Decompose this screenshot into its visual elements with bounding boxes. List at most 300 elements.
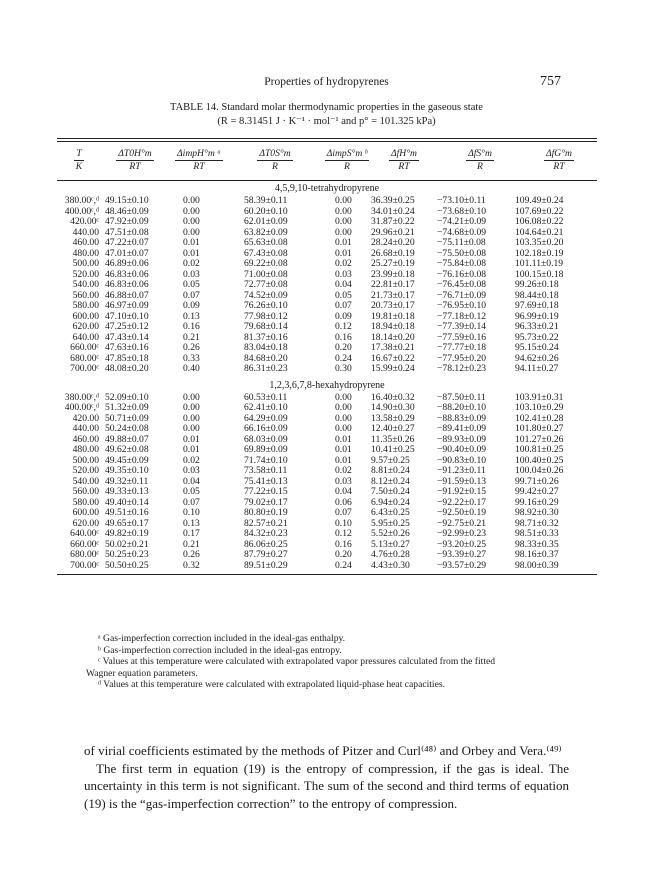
table-cell: 47.51±0.08 — [105, 226, 149, 238]
table-cell: 0.17 — [183, 528, 200, 539]
table-cell: 0.24 — [335, 559, 352, 571]
table-cell: 0.01 — [183, 444, 200, 455]
table-cell: −93.39±0.27 — [437, 549, 487, 560]
table-cell: 23.99±0.18 — [371, 268, 415, 280]
table-cell: 0.21 — [183, 538, 200, 550]
table-cell: 0.01 — [335, 247, 352, 259]
table-cell: 50.25±0.23 — [105, 549, 149, 560]
table-cell: 96.99±0.19 — [515, 310, 559, 322]
table-cell: 0.24 — [335, 352, 352, 364]
table-cell: 6.94±0.24 — [371, 496, 410, 508]
table-cell: −91.92±0.15 — [437, 486, 487, 497]
table-cell: 700.00ᶜ — [70, 559, 99, 571]
table-cell: 540.00 — [72, 475, 99, 487]
table-row — [57, 487, 597, 498]
table-cell: 65.63±0.08 — [244, 237, 288, 248]
table-cell: 11.35±0.26 — [371, 433, 415, 445]
table-cell: 440.00 — [72, 226, 99, 238]
table-cell: 68.03±0.09 — [244, 433, 288, 445]
table-cell: 98.16±0.37 — [515, 549, 559, 560]
table-cell: 103.35±0.20 — [515, 237, 564, 248]
table-cell: 106.08±0.22 — [515, 216, 564, 227]
table-cell: 100.15±0.18 — [515, 268, 564, 280]
table-cell: 0.26 — [183, 342, 200, 353]
table-cell: 0.03 — [183, 268, 200, 280]
table-cell: 25.27±0.19 — [371, 258, 415, 269]
table-cell: −92.99±0.23 — [437, 528, 487, 539]
table-cell: 84.32±0.23 — [244, 528, 288, 539]
table-cell: 560.00 — [72, 289, 99, 301]
table-cell: −89.93±0.09 — [437, 433, 487, 445]
table-cell: 0.04 — [335, 486, 352, 497]
table-cell: 48.46±0.09 — [105, 205, 149, 217]
col-header-t: $\frac{T}{K}$ — [75, 148, 83, 172]
table-cell: 100.04±0.26 — [515, 465, 564, 476]
table-cell: 0.10 — [335, 517, 352, 529]
table-cell: 0.00 — [183, 391, 200, 403]
table-body — [57, 181, 597, 571]
col-header-formation-gibbs: $\frac{\text{ΔfG°m}}{RT}$ — [546, 148, 572, 172]
table-cell: −77.95±0.20 — [437, 352, 487, 364]
table-cell: 101.80±0.27 — [515, 423, 564, 434]
table-cell: 18.14±0.20 — [371, 331, 415, 343]
table-cell: −90.83±0.10 — [437, 454, 487, 466]
table-cell: 480.00 — [72, 444, 99, 455]
table-cell: 49.35±0.10 — [105, 465, 149, 476]
table-cell: 87.79±0.27 — [244, 549, 288, 560]
table-cell: −76.95±0.10 — [437, 300, 487, 311]
table-cell: 100.40±0.25 — [515, 454, 564, 466]
col-header-enthalpy: $\frac{\Delta T0H^\circ m}{RT}$ — [118, 148, 152, 172]
table-cell: 81.37±0.16 — [244, 331, 288, 343]
table-cell: 0.07 — [335, 300, 352, 311]
table-cell: 47.25±0.12 — [105, 321, 149, 332]
table-cell: −78.12±0.23 — [437, 363, 487, 374]
table-cell: −77.39±0.14 — [437, 321, 487, 332]
table-cell: −76.71±0.09 — [437, 289, 487, 301]
table-cell: 98.33±0.35 — [515, 538, 559, 550]
table-cell: 0.30 — [335, 363, 352, 374]
table-cell: 0.01 — [183, 433, 200, 445]
table-cell: 49.51±0.16 — [105, 507, 149, 518]
table-cell: 49.65±0.17 — [105, 517, 149, 529]
table-cell: 0.01 — [335, 433, 352, 445]
table-cell: −73.10±0.11 — [437, 195, 486, 206]
table-cell: 98.00±0.39 — [515, 559, 559, 571]
table-row — [57, 466, 597, 477]
table-cell: 0.01 — [183, 247, 200, 259]
table-cell: 49.32±0.11 — [105, 475, 149, 487]
table-cell: 16.67±0.22 — [371, 352, 415, 364]
footnote-d: ᵈ Values at this temperature were calculated with extrapolated liquid-phase heat capacities. — [98, 679, 445, 690]
table-cell: 98.44±0.18 — [515, 289, 559, 301]
table-cell: 69.22±0.08 — [244, 258, 288, 269]
table-cell: 0.13 — [183, 517, 200, 529]
table-cell: −87.50±0.11 — [437, 391, 486, 403]
table-cell: 0.09 — [183, 300, 200, 311]
table-cell: 0.02 — [335, 258, 352, 269]
table-cell: 47.63±0.16 — [105, 342, 149, 353]
table-cell: 86.06±0.25 — [244, 538, 288, 550]
table-cell: 0.02 — [183, 454, 200, 466]
table-cell: 640.00 — [72, 331, 99, 343]
table-cell: 47.43±0.14 — [105, 331, 149, 343]
table-cell: 680.00ᶜ — [70, 549, 99, 560]
table-cell: 79.68±0.14 — [244, 321, 288, 332]
col-header-entropy: $\frac{\Delta T0S^\circ m}{R}$ — [259, 148, 291, 172]
table-row — [57, 217, 597, 228]
body-paragraph-1: of virial coefficients estimated by the methods of Pitzer and Curl⁽⁴⁸⁾ and Orbey and Vera.⁽⁴⁹⁾ — [84, 743, 562, 758]
table-cell: 4.76±0.28 — [371, 549, 410, 560]
table-cell: 500.00 — [72, 258, 99, 269]
table-cell: 580.00 — [72, 496, 99, 508]
table-cell: −77.77±0.18 — [437, 342, 487, 353]
table-cell: 660.00ᶜ — [70, 342, 99, 353]
table-bottom-rule — [57, 574, 597, 575]
table-cell: 62.01±0.09 — [244, 216, 288, 227]
table-cell: 34.01±0.24 — [371, 205, 415, 217]
table-cell: −74.68±0.09 — [437, 226, 487, 238]
table-cell: 104.64±0.21 — [515, 226, 564, 238]
table-cell: 47.01±0.07 — [105, 247, 149, 259]
table-cell: 680.00ᶜ — [70, 352, 99, 364]
running-title: Properties of hydropyrenes — [264, 76, 389, 88]
table-cell: 520.00 — [72, 268, 99, 280]
table-cell: 0.01 — [183, 237, 200, 248]
table-cell: 60.53±0.11 — [244, 391, 288, 403]
table-cell: 0.00 — [183, 402, 200, 413]
table-cell: 0.03 — [183, 465, 200, 476]
table-cell: −92.50±0.19 — [437, 507, 487, 518]
table-cell: 10.41±0.25 — [371, 444, 415, 455]
table-cell: 0.00 — [335, 205, 352, 217]
table-cell: 0.20 — [335, 549, 352, 560]
table-cell: 36.39±0.25 — [371, 195, 415, 206]
table-cell: 97.69±0.18 — [515, 300, 559, 311]
table-cell: 49.62±0.08 — [105, 444, 149, 455]
table-cell: 0.05 — [183, 486, 200, 497]
table-cell: 109.49±0.24 — [515, 195, 564, 206]
table-cell: 420.00ᶜ — [70, 216, 99, 227]
table-cell: 12.40±0.27 — [371, 423, 415, 434]
table-cell: 50.71±0.09 — [105, 412, 149, 424]
table-cell: −90.40±0.09 — [437, 444, 487, 455]
table-cell: 0.00 — [183, 205, 200, 217]
table-cell: 0.16 — [335, 331, 352, 343]
table-cell: 83.04±0.18 — [244, 342, 288, 353]
table-cell: 640.00ᶜ — [70, 528, 99, 539]
table-cell: 103.91±0.31 — [515, 391, 564, 403]
table-cell: 47.92±0.09 — [105, 216, 149, 227]
table-row — [57, 403, 597, 414]
table-cell: 460.00 — [72, 237, 99, 248]
table-row — [57, 424, 597, 435]
table-cell: 46.89±0.06 — [105, 258, 149, 269]
body-paragraph-2: The first term in equation (19) is the entropy of compression, if the gas is ideal. The uncertainty in this term is not significant. The sum of the second and third terms of equation (19) is the “gas-imperfection correction” to the entropy of compression. — [84, 760, 569, 811]
table-cell: 47.85±0.18 — [105, 352, 149, 364]
table-cell: 0.12 — [335, 321, 352, 332]
table-row — [57, 280, 597, 291]
table-cell: 66.16±0.09 — [244, 423, 288, 434]
table-row — [57, 561, 597, 572]
table-cell: 51.32±0.09 — [105, 402, 149, 413]
table-cell: −75.50±0.08 — [437, 247, 487, 259]
table-cell: 46.97±0.09 — [105, 300, 149, 311]
table-row — [57, 259, 597, 270]
table-cell: 5.95±0.25 — [371, 517, 410, 529]
table-cell: 0.00 — [335, 412, 352, 424]
table-cell: 79.02±0.17 — [244, 496, 288, 508]
table-cell: 0.00 — [335, 402, 352, 413]
table-cell: 62.41±0.10 — [244, 402, 288, 413]
col-header-formation-entropy: $\frac{\text{ΔfS°m}}{R}$ — [468, 148, 492, 172]
body-text — [84, 742, 569, 812]
table-cell: 0.05 — [183, 279, 200, 290]
table-cell: 0.33 — [183, 352, 200, 364]
table-cell: 500.00 — [72, 454, 99, 466]
table-cell: 96.33±0.21 — [515, 321, 559, 332]
table-cell: 0.03 — [335, 268, 352, 280]
table-cell: 400.00ᶜ,ᵈ — [64, 402, 99, 413]
table-row — [57, 445, 597, 456]
table-header — [57, 142, 597, 180]
table-cell: 86.31±0.23 — [244, 363, 288, 374]
table-cell: −76.16±0.08 — [437, 268, 487, 280]
caption-line-1: TABLE 14. Standard molar thermodynamic properties in the gaseous state — [170, 102, 483, 113]
table-cell: 560.00 — [72, 486, 99, 497]
caption-line-2: (R = 8.31451 J · K⁻¹ · mol⁻¹ and p° = 101.325 kPa) — [217, 116, 436, 127]
table-cell: 7.50±0.24 — [371, 486, 410, 497]
table-cell: 74.52±0.09 — [244, 289, 288, 301]
table-cell: 73.58±0.11 — [244, 465, 288, 476]
table-cell: 0.01 — [335, 444, 352, 455]
table-cell: 14.90±0.30 — [371, 402, 415, 413]
table-cell: 94.62±0.26 — [515, 352, 559, 364]
table-cell: 77.22±0.15 — [244, 486, 288, 497]
table-cell: 82.57±0.21 — [244, 517, 288, 529]
table-cell: −77.59±0.16 — [437, 331, 487, 343]
table-row — [57, 322, 597, 333]
page-number: 757 — [540, 74, 561, 89]
table-cell: 540.00 — [72, 279, 99, 290]
table-cell: 19.81±0.18 — [371, 310, 415, 322]
table-cell: −89.41±0.09 — [437, 423, 487, 434]
table-cell: 46.83±0.06 — [105, 279, 149, 290]
table-cell: 20.73±0.17 — [371, 300, 415, 311]
table-cell: 5.13±0.27 — [371, 538, 410, 550]
table-cell: 29.96±0.21 — [371, 226, 415, 238]
table-cell: 102.41±0.28 — [515, 412, 564, 424]
table-cell: 520.00 — [72, 465, 99, 476]
table-cell: −73.68±0.10 — [437, 205, 487, 217]
table-cell: 480.00 — [72, 247, 99, 259]
table-cell: 600.00 — [72, 507, 99, 518]
table-cell: 98.71±0.32 — [515, 517, 559, 529]
table-cell: 0.05 — [335, 289, 352, 301]
table-cell: 0.03 — [335, 475, 352, 487]
table-cell: 75.41±0.13 — [244, 475, 288, 487]
table-cell: 48.08±0.20 — [105, 363, 149, 374]
table-row — [57, 238, 597, 249]
table-cell: 50.24±0.08 — [105, 423, 149, 434]
table-cell: 460.00 — [72, 433, 99, 445]
table-cell: 99.42±0.27 — [515, 486, 559, 497]
table-cell: 0.12 — [335, 528, 352, 539]
table-row — [57, 508, 597, 519]
table-cell: 49.40±0.14 — [105, 496, 149, 508]
table-cell: 620.00 — [72, 321, 99, 332]
col-header-formation-enthalpy: $\frac{\text{ΔfH°m}}{RT}$ — [391, 148, 417, 172]
table-cell: 28.24±0.20 — [371, 237, 415, 248]
table-cell: 50.02±0.21 — [105, 538, 149, 550]
footnote-c: ᶜ Values at this temperature were calculated with extrapolated vapor pressures calculated from the fitted — [98, 656, 496, 667]
table-cell: 58.39±0.11 — [244, 195, 288, 206]
table-caption — [0, 101, 653, 129]
table-cell: −88.83±0.09 — [437, 412, 487, 424]
table-cell: 22.81±0.17 — [371, 279, 415, 290]
table-cell: 49.88±0.07 — [105, 433, 149, 445]
table-cell: 15.99±0.24 — [371, 363, 415, 374]
table-cell: 49.33±0.13 — [105, 486, 149, 497]
data-table — [57, 138, 597, 575]
table-cell: 0.07 — [183, 289, 200, 301]
footnote-c-continued: Wagner equation parameters. — [86, 667, 198, 679]
table-cell: 0.09 — [335, 310, 352, 322]
footnotes — [86, 633, 568, 691]
table-cell: 71.00±0.08 — [244, 268, 288, 280]
table-cell: 21.73±0.17 — [371, 289, 415, 301]
table-cell: 0.00 — [183, 412, 200, 424]
table-cell: −91.23±0.11 — [437, 465, 486, 476]
table-cell: 0.00 — [183, 226, 200, 238]
table-cell: 46.83±0.06 — [105, 268, 149, 280]
table-cell: 0.26 — [183, 549, 200, 560]
table-cell: 16.40±0.32 — [371, 391, 415, 403]
table-cell: 380.00ᶜ,ᵈ — [64, 195, 99, 206]
table-cell: −75.11±0.08 — [437, 237, 486, 248]
table-cell: −75.84±0.08 — [437, 258, 487, 269]
table-cell: 31.87±0.22 — [371, 216, 415, 227]
table-cell: 89.51±0.29 — [244, 559, 288, 571]
table-cell: 47.22±0.07 — [105, 237, 149, 248]
table-cell: 71.74±0.10 — [244, 454, 288, 466]
footnote-b: ᵇ Gas-imperfection correction included in the ideal-gas entropy. — [98, 644, 342, 656]
table-cell: 0.20 — [335, 342, 352, 353]
table-row — [57, 550, 597, 561]
table-cell: −92.22±0.17 — [437, 496, 487, 508]
table-cell: 0.00 — [335, 423, 352, 434]
table-cell: 99.26±0.18 — [515, 279, 559, 290]
table-cell: 0.16 — [335, 538, 352, 550]
table-cell: 0.04 — [183, 475, 200, 487]
footnote-a: ᵃ Gas-imperfection correction included in the ideal-gas enthalpy. — [98, 633, 346, 644]
table-cell: 49.45±0.09 — [105, 454, 149, 466]
section-title: 1,2,3,6,7,8-hexahydropyrene — [269, 379, 385, 391]
table-cell: −88.20±0.10 — [437, 402, 487, 413]
col-header-enthalpy-imp: $\frac{\text{ΔimpH°m ᵃ}}{RT}$ — [177, 148, 221, 172]
table-cell: 5.52±0.26 — [371, 528, 410, 539]
table-cell: 26.68±0.19 — [371, 247, 415, 259]
table-cell: 0.40 — [183, 363, 200, 374]
table-cell: 8.81±0.24 — [371, 465, 410, 476]
table-cell: 101.11±0.19 — [515, 258, 564, 269]
table-row — [57, 196, 597, 207]
table-cell: 49.15±0.10 — [105, 195, 149, 206]
table-cell: 400.00ᶜ,ᵈ — [64, 205, 99, 217]
table-cell: 0.13 — [183, 310, 200, 322]
table-cell: 76.26±0.10 — [244, 300, 288, 311]
table-cell: 46.88±0.07 — [105, 289, 149, 301]
col-header-entropy-imp: $\frac{\text{ΔimpS°m ᵇ}}{R}$ — [326, 148, 368, 172]
table-cell: 95.73±0.22 — [515, 331, 559, 343]
table-cell: 18.94±0.18 — [371, 321, 415, 332]
table-cell: −76.45±0.08 — [437, 279, 487, 290]
table-row — [57, 301, 597, 312]
table-cell: 63.82±0.09 — [244, 226, 288, 238]
table-cell: 380.00ᶜ,ᵈ — [64, 391, 99, 403]
table-cell: 64.29±0.09 — [244, 412, 288, 424]
table-cell: 620.00 — [72, 517, 99, 529]
table-cell: 420.00 — [72, 412, 99, 424]
table-cell: 580.00 — [72, 300, 99, 311]
table-cell: 0.07 — [335, 507, 352, 518]
table-cell: 0.01 — [335, 237, 352, 248]
table-cell: 0.06 — [335, 496, 352, 508]
table-cell: 77.98±0.12 — [244, 310, 288, 322]
table-cell: 99.71±0.26 — [515, 475, 559, 487]
table-cell: 9.57±0.25 — [371, 454, 410, 466]
table-cell: 103.10±0.29 — [515, 402, 564, 413]
table-cell: 13.58±0.29 — [371, 412, 415, 424]
table-cell: 0.00 — [183, 216, 200, 227]
table-cell: 0.00 — [335, 391, 352, 403]
table-cell: 60.20±0.10 — [244, 205, 288, 217]
table-cell: −93.20±0.25 — [437, 538, 487, 550]
table-cell: −91.59±0.13 — [437, 475, 487, 487]
table-row — [57, 343, 597, 354]
table-cell: 102.18±0.19 — [515, 247, 564, 259]
table-cell: 8.12±0.24 — [371, 475, 410, 487]
table-cell: −92.75±0.21 — [437, 517, 487, 529]
table-cell: 0.00 — [335, 216, 352, 227]
table-cell: 95.15±0.24 — [515, 342, 559, 353]
table-cell: 0.21 — [183, 331, 200, 343]
table-cell: 0.10 — [183, 507, 200, 518]
table-cell: 101.27±0.26 — [515, 433, 564, 445]
table-cell: 440.00 — [72, 423, 99, 434]
table-row — [57, 364, 597, 375]
table-cell: 94.11±0.27 — [515, 363, 559, 374]
table-cell: 72.77±0.08 — [244, 279, 288, 290]
table-cell: −74.21±0.09 — [437, 216, 487, 227]
table-cell: 0.02 — [183, 258, 200, 269]
table-cell: 52.09±0.10 — [105, 391, 149, 403]
table-cell: 98.92±0.30 — [515, 507, 559, 518]
table-cell: 0.16 — [183, 321, 200, 332]
table-cell: 0.00 — [183, 423, 200, 434]
table-cell: 99.16±0.29 — [515, 496, 559, 508]
table-cell: 0.07 — [183, 496, 200, 508]
table-cell: 700.00ᶜ — [70, 363, 99, 374]
table-cell: 67.43±0.08 — [244, 247, 288, 259]
table-cell: 0.04 — [335, 279, 352, 290]
section-title: 4,5,9,10-tetrahydropyrene — [274, 183, 380, 194]
table-cell: 4.43±0.30 — [371, 559, 410, 571]
table-cell: 107.69±0.22 — [515, 205, 564, 217]
table-cell: 98.51±0.33 — [515, 528, 559, 539]
table-row — [57, 529, 597, 540]
table-cell: 0.01 — [335, 454, 352, 466]
